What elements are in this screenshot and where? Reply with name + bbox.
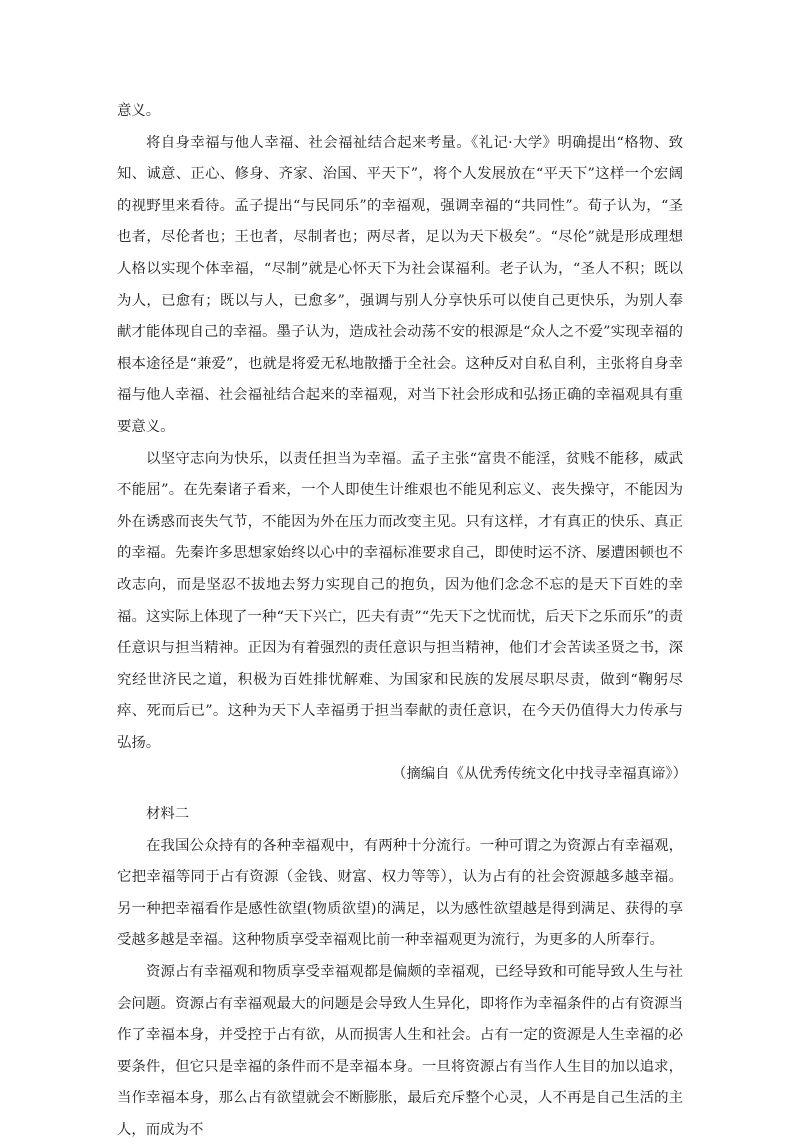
paragraph-responsibility: 以坚守志向为快乐，以责任担当为幸福。孟子主张“富贵不能淫，贫贱不能移，威武不能屈”。在先秦诸子看来，一个人即使生计维艰也不能见利忘义、丧失操守，不能因为外在诱惑而丧失气节，不能因为外在压力而改变主见。只有这样，才有真正的快乐、真正的幸福。先秦许多思想家始终以心中的幸福标准要求自己，即使时运不济、屡遭困顿也不改志向，而是坚忍不拔地去努力实现自己的抱负，因为他们念念不忘的是天下百姓的幸福。这实际上体现了一种“天下兴亡，匹夫有责”“先天下之忧而忧，后天下之乐而乐”的责任意识与担当精神。正因为有着强烈的责任意识与担当精神，他们才会苦读圣贤之书，深究经世济民之道，积极为百姓排忧解难、为国家和民族的发展尽职尽责，做到“鞠躬尽瘁、死而后已”。这种为天下人幸福勇于担当奉献的责任意识，在今天仍值得大力传承与弘扬。	[117, 450, 683, 751]
material-two-heading: 材料二	[146, 806, 190, 823]
paragraph-continuation: 意义。	[117, 103, 161, 119]
paragraph-popular-views: 在我国公众持有的各种幸福观中，有两种十分流行。一种可谓之为资源占有幸福观，它把幸福等同于占有资源（金钱、财富、权力等等），认为占有的社会资源越多越幸福。另一种把幸福看作是感性欲望(物质欲望)的满足，以为感性欲望越是得到满足、获得的享受越多越是幸福。这种物质享受幸福观比前一种幸福观更为流行，为更多的人所奉行。	[117, 837, 683, 949]
paragraph-self-and-others: 将自身幸福与他人幸福、社会福祉结合起来考量。《礼记·大学》明确提出“格物、致知、诚意、正心、修身、齐家、治国、平天下”，将个人发展放在“平天下”这样一个宏阔的视野里来看待。孟子提出“与民同乐”的幸福观，强调幸福的“共同性”。荀子认为，“圣也者，尽伦者也；王也者，尽制者也；两尽者，足以为天下极矣”。“尽伦”就是形成理想人格以实现个体幸福，“尽制”就是心怀天下为社会谋福利。老子认为，“圣人不积；既以为人，已愈有；既以与人，已愈多”，强调与别人分享快乐可以使自己更快乐，为别人奉献才能体现自己的幸福。墨子认为，造成社会动荡不安的根源是“众人之不爱”实现幸福的根本途径是“兼爱”，也就是将爱无私地散播于全社会。这种反对自私自利，主张将自身幸福与他人幸福、社会福祉结合起来的幸福观，对当下社会形成和弘扬正确的幸福观具有重要意义。	[117, 134, 683, 435]
paragraph-biased-views: 资源占有幸福观和物质享受幸福观都是偏颇的幸福观，已经导致和可能导致人生与社会问题。资源占有幸福观最大的问题是会导致人生异化，即将作为幸福条件的占有资源当作了幸福本身，并受控于占有欲，从而损害人生和社会。占有一定的资源是人生幸福的必要条件，但它只是幸福的条件而不是幸福本身。一旦将资源占有当作人生目的加以追求，当作幸福本身，那么占有欲望就会不断膨胀，最后充斥整个心灵，人不再是自己生活的主人，而成为不	[117, 964, 683, 1138]
source-citation: （摘编自《从优秀传统文化中找寻幸福真谛》）	[391, 766, 687, 783]
document-body	[117, 96, 687, 1147]
